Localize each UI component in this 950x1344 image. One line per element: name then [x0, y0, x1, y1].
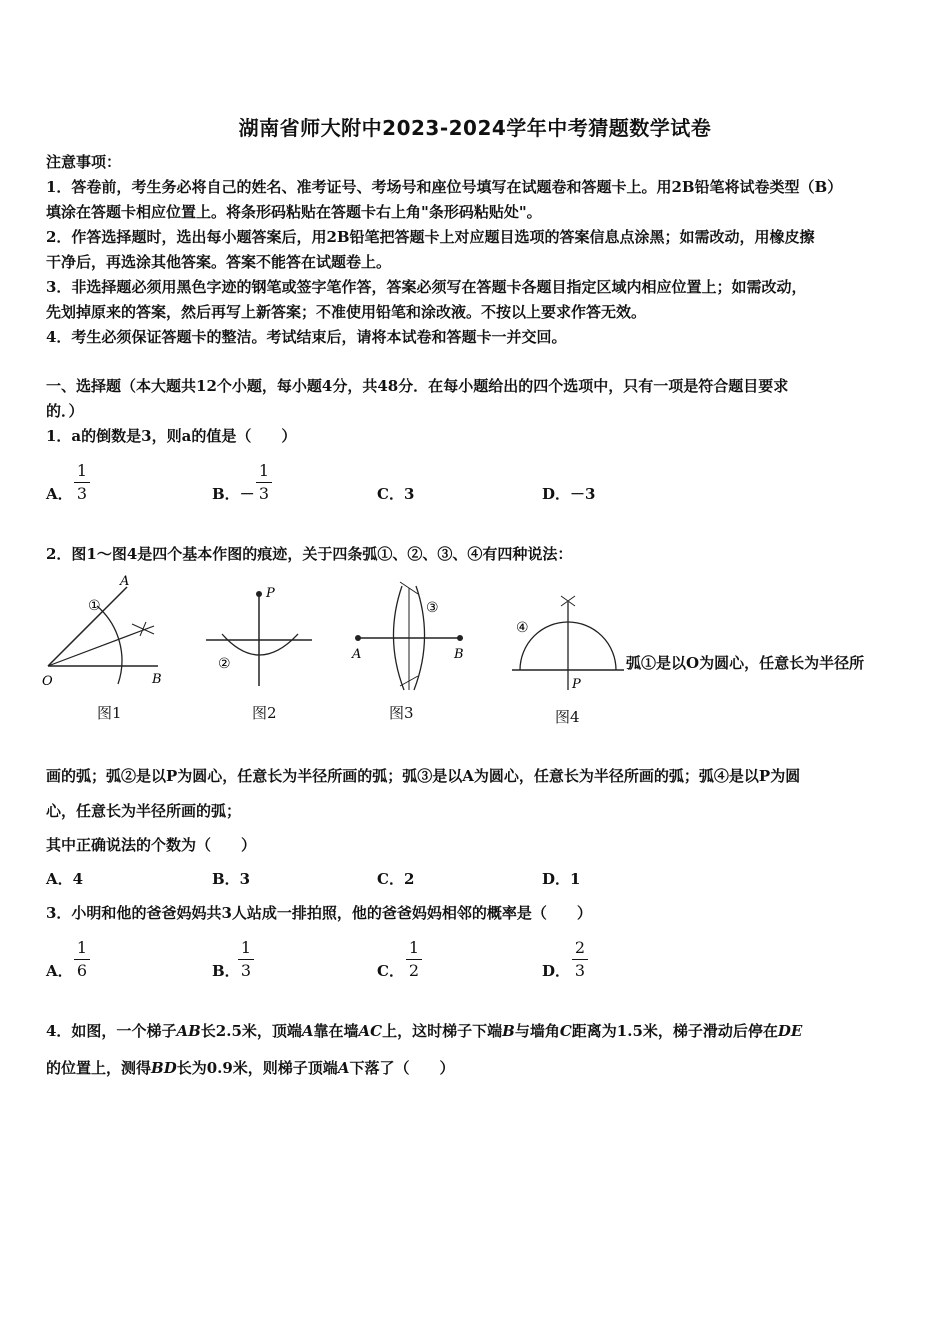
- q1-option-c: C．3: [377, 485, 415, 503]
- q4-text: 长2.5米，顶端: [200, 1022, 302, 1040]
- q3-option-c-label: C．: [377, 962, 404, 980]
- q2-question: 其中正确说法的个数为（ ）: [46, 836, 257, 854]
- numerator: 1: [240, 938, 252, 957]
- denominator: 3: [240, 961, 252, 980]
- figure-1: [42, 572, 172, 692]
- question-2-stem: 2．图1～图4是四个基本作图的痕迹，关于四条弧①、②、③、④有四种说法：: [46, 545, 573, 563]
- q4-var: A: [337, 1059, 350, 1077]
- q1-option-b-fraction: [256, 462, 272, 503]
- numerator: 1: [408, 938, 420, 957]
- fig3-arc-label: ③: [426, 600, 439, 616]
- denominator: 3: [574, 961, 586, 980]
- numerator: 1: [258, 461, 270, 480]
- section-heading: 一、选择题（本大题共12个小题，每小题4分，共48分．在每小题给出的四个选项中，只有一项是符合题目要求: [46, 377, 789, 395]
- q1-option-a-fraction: [74, 462, 90, 503]
- q4-text: 长为0.9米，则梯子顶端: [176, 1059, 338, 1077]
- fig3-label-b: B: [454, 647, 464, 662]
- question-4-stem: [46, 1021, 906, 1041]
- q4-var: AC: [358, 1022, 383, 1040]
- fraction-bar: [256, 482, 272, 483]
- q3-option-d-label: D．: [542, 962, 571, 980]
- notice-line: 1．答卷前，考生务必将自己的姓名、准考证号、考场号和座位号填写在试题卷和答题卡上。用2B铅笔将试卷类型（B）: [46, 178, 843, 196]
- figure-4: [508, 592, 628, 697]
- figure-4-diagram: [508, 592, 628, 697]
- fraction-bar: [406, 959, 422, 960]
- numerator: 1: [76, 461, 88, 480]
- notice-line: 填涂在答题卡相应位置上。将条形码粘贴在答题卡右上角"条形码粘贴处"。: [46, 203, 542, 221]
- q4-var: C: [559, 1022, 572, 1040]
- numerator: 2: [574, 938, 586, 957]
- q4-var: AB: [176, 1022, 201, 1040]
- fraction-bar: [238, 959, 254, 960]
- section-heading-cont: 的．）: [46, 402, 84, 420]
- q3-option-c-fraction: [406, 939, 422, 980]
- notice-line: 先划掉原来的答案，然后再写上新答案；不准使用铅笔和涂改液。不按以上要求作答无效。: [46, 303, 647, 321]
- q4-text: 与墙角: [514, 1022, 560, 1040]
- q4-text: 的位置上，测得: [46, 1059, 152, 1077]
- fig4-arc-label: ④: [516, 620, 529, 636]
- question-4-stem-cont: [46, 1058, 906, 1078]
- question-1-stem: 1．a的倒数是3，则a的值是（ ）: [46, 427, 297, 445]
- q4-text: 距离为1.5米，梯子滑动后停在: [571, 1022, 778, 1040]
- notice-line: 3．非选择题必须用黑色字迹的钢笔或签字笔作答，答案必须写在答题卡各题目指定区域内相应位置上；如需改动，: [46, 278, 807, 296]
- q3-option-b-label: B．: [212, 962, 240, 980]
- figure-3: [350, 578, 475, 693]
- q2-option-a: A．4: [46, 870, 84, 888]
- numerator: 1: [76, 938, 88, 957]
- q2-statement-line: 心，任意长为半径所画的弧；: [46, 802, 242, 820]
- q4-var: BD: [151, 1059, 177, 1077]
- q3-option-a-fraction: [74, 939, 90, 980]
- fig2-label-p: P: [266, 586, 275, 601]
- figure-2: [200, 580, 320, 690]
- q2-option-b: B．3: [212, 870, 251, 888]
- fig1-arc-label: ①: [88, 598, 101, 614]
- q4-var: A: [301, 1022, 314, 1040]
- figure-4-caption: 图4: [555, 708, 580, 726]
- fraction-bar: [74, 482, 90, 483]
- fig2-arc-label: ②: [218, 656, 231, 672]
- q1-option-b-label: B．－: [212, 485, 255, 503]
- fig1-label-b: B: [152, 672, 162, 687]
- denominator: 3: [258, 484, 270, 503]
- fig1-label-a: A: [120, 574, 130, 589]
- figure-1-diagram: [42, 572, 172, 692]
- fig3-label-a: A: [352, 647, 362, 662]
- q4-text: 靠在墙: [313, 1022, 359, 1040]
- figure-2-diagram: [200, 580, 320, 690]
- fig1-label-o: O: [42, 674, 53, 689]
- q4-text: 4．如图，一个梯子: [46, 1022, 177, 1040]
- notice-line: 干净后，再选涂其他答案。答案不能答在试题卷上。: [46, 253, 392, 271]
- q3-option-d-fraction: [572, 939, 588, 980]
- denominator: 6: [76, 961, 88, 980]
- fraction-bar: [572, 959, 588, 960]
- q1-option-a-label: A．: [46, 485, 73, 503]
- fig4-label-p: P: [572, 677, 581, 692]
- q1-option-d: D．－3: [542, 485, 596, 503]
- denominator: 2: [408, 961, 420, 980]
- q4-var: B: [502, 1022, 515, 1040]
- question-3-stem: 3．小明和他的爸爸妈妈共3人站成一排拍照，他的爸爸妈妈相邻的概率是（ ）: [46, 904, 592, 922]
- notice-line: 2．作答选择题时，选出每小题答案后，用2B铅笔把答题卡上对应题目选项的答案信息点涂黑；如需改动，用橡皮擦: [46, 228, 815, 246]
- q2-side-text: 弧①是以O为圆心，任意长为半径所: [626, 654, 865, 672]
- q2-option-d: D．1: [542, 870, 581, 888]
- denominator: 3: [76, 484, 88, 503]
- figure-2-caption: 图2: [252, 704, 277, 722]
- q3-option-a-label: A．: [46, 962, 73, 980]
- fraction-bar: [74, 959, 90, 960]
- notice-line: 4．考生必须保证答题卡的整洁。考试结束后，请将本试卷和答题卡一并交回。: [46, 328, 567, 346]
- page-title: 湖南省师大附中2023-2024学年中考猜题数学试卷: [238, 116, 712, 140]
- q2-option-c: C．2: [377, 870, 415, 888]
- q4-var: DE: [777, 1022, 803, 1040]
- q4-text: 下落了（ ）: [349, 1059, 455, 1077]
- figure-3-diagram: [350, 578, 475, 693]
- q3-option-b-fraction: [238, 939, 254, 980]
- notice-heading: 注意事项：: [46, 153, 122, 171]
- figure-1-caption: 图1: [97, 704, 122, 722]
- q2-statement-line: 画的弧；弧②是以P为圆心，任意长为半径所画的弧；弧③是以A为圆心，任意长为半径所画的弧；弧④是以P为圆: [46, 767, 801, 785]
- figure-3-caption: 图3: [389, 704, 414, 722]
- q4-text: 上，这时梯子下端: [382, 1022, 503, 1040]
